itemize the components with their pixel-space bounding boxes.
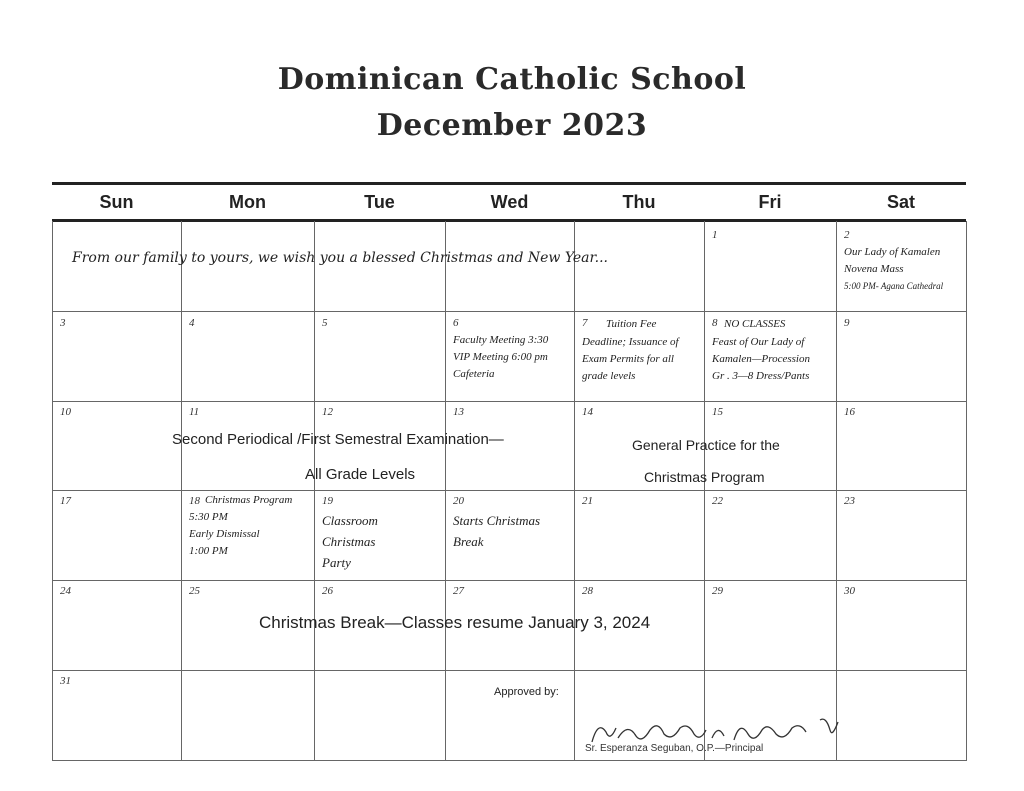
date-9: 9 [844, 317, 850, 329]
date-18: 18 [189, 495, 200, 507]
date-6: 6 [453, 317, 459, 329]
event-dec19-line2: Christmas [322, 534, 376, 549]
day-header-thu: Thu [622, 192, 656, 212]
exam-banner-line1: Second Periodical /First Semestral Examination— [172, 431, 504, 448]
event-dec18-line2: 5:30 PM [189, 511, 228, 523]
date-26: 26 [322, 585, 333, 597]
event-dec6-line1: Faculty Meeting 3:30 [453, 334, 549, 346]
date-3: 3 [60, 317, 66, 329]
practice-banner-line2: Christmas Program [644, 469, 765, 485]
date-14: 14 [582, 406, 593, 418]
date-16: 16 [844, 406, 855, 418]
top-rule [52, 182, 966, 185]
date-13: 13 [453, 406, 464, 418]
date-8: 8 [712, 317, 718, 329]
date-29: 29 [712, 585, 723, 597]
event-dec8-line3: Kamalen—Procession [712, 353, 810, 365]
event-dec8-line1: NO CLASSES [724, 318, 786, 330]
event-dec18-line3: Early Dismissal [189, 528, 260, 540]
event-dec7-line3: Exam Permits for all [582, 353, 674, 365]
event-dec20-line1: Starts Christmas [453, 513, 541, 528]
day-header-wed: Wed [490, 192, 529, 212]
approved-by-label: Approved by: [494, 686, 559, 698]
date-1: 1 [712, 229, 718, 241]
date-5: 5 [322, 317, 328, 329]
date-28: 28 [582, 585, 593, 597]
event-dec2-line2: Novena Mass [844, 263, 904, 275]
christmas-break-banner: Christmas Break—Classes resume January 3, 2024 [259, 613, 651, 632]
practice-banner-line1: General Practice for the [632, 437, 780, 453]
day-header-sat: Sat [886, 192, 915, 212]
date-25: 25 [189, 585, 200, 597]
event-dec8-line2: Feast of Our Lady of [712, 336, 805, 348]
greeting-message: From our family to yours, we wish you a blessed Christmas and New Year... [72, 250, 608, 266]
date-12: 12 [322, 406, 333, 418]
day-header-tue: Tue [364, 192, 395, 212]
event-dec7-line1: Tuition Fee [606, 318, 657, 330]
event-dec6-line2: VIP Meeting 6:00 pm [453, 351, 548, 363]
date-31: 31 [60, 675, 71, 687]
day-header-mon: Mon [229, 192, 266, 212]
date-7: 7 [582, 317, 588, 329]
date-2: 2 [844, 229, 850, 241]
date-21: 21 [582, 495, 593, 507]
event-dec8-line4: Gr . 3—8 Dress/Pants [712, 370, 810, 382]
date-30: 30 [844, 585, 855, 597]
exam-banner-line2: All Grade Levels [305, 466, 416, 483]
header-rule [52, 219, 966, 222]
date-24: 24 [60, 585, 71, 597]
event-dec19-line3: Party [322, 555, 351, 570]
school-title: Dominican Catholic School [277, 62, 747, 97]
date-19: 19 [322, 495, 333, 507]
event-dec19-line1: Classroom [322, 513, 378, 528]
month-title: December 2023 [376, 108, 648, 143]
date-27: 27 [453, 585, 464, 597]
event-dec2-line3: 5:00 PM- Agana Cathedral [844, 281, 944, 291]
day-header-sun: Sun [99, 192, 134, 212]
event-dec7-line2: Deadline; Issuance of [582, 336, 679, 348]
date-20: 20 [453, 495, 464, 507]
event-dec18-line1: Christmas Program [205, 494, 293, 506]
date-10: 10 [60, 406, 71, 418]
event-dec6-line3: Cafeteria [453, 368, 495, 380]
principal-name: Sr. Esperanza Seguban, O.P.—Principal [585, 743, 764, 754]
date-17: 17 [60, 495, 71, 507]
event-dec7-line4: grade levels [582, 370, 636, 382]
event-dec2-line1: Our Lady of Kamalen [844, 246, 941, 258]
date-11: 11 [189, 406, 200, 418]
date-4: 4 [189, 317, 195, 329]
day-header-fri: Fri [758, 192, 782, 212]
date-22: 22 [712, 495, 723, 507]
date-15: 15 [712, 406, 723, 418]
event-dec18-line4: 1:00 PM [189, 545, 228, 557]
event-dec20-line2: Break [453, 534, 484, 549]
date-23: 23 [844, 495, 855, 507]
